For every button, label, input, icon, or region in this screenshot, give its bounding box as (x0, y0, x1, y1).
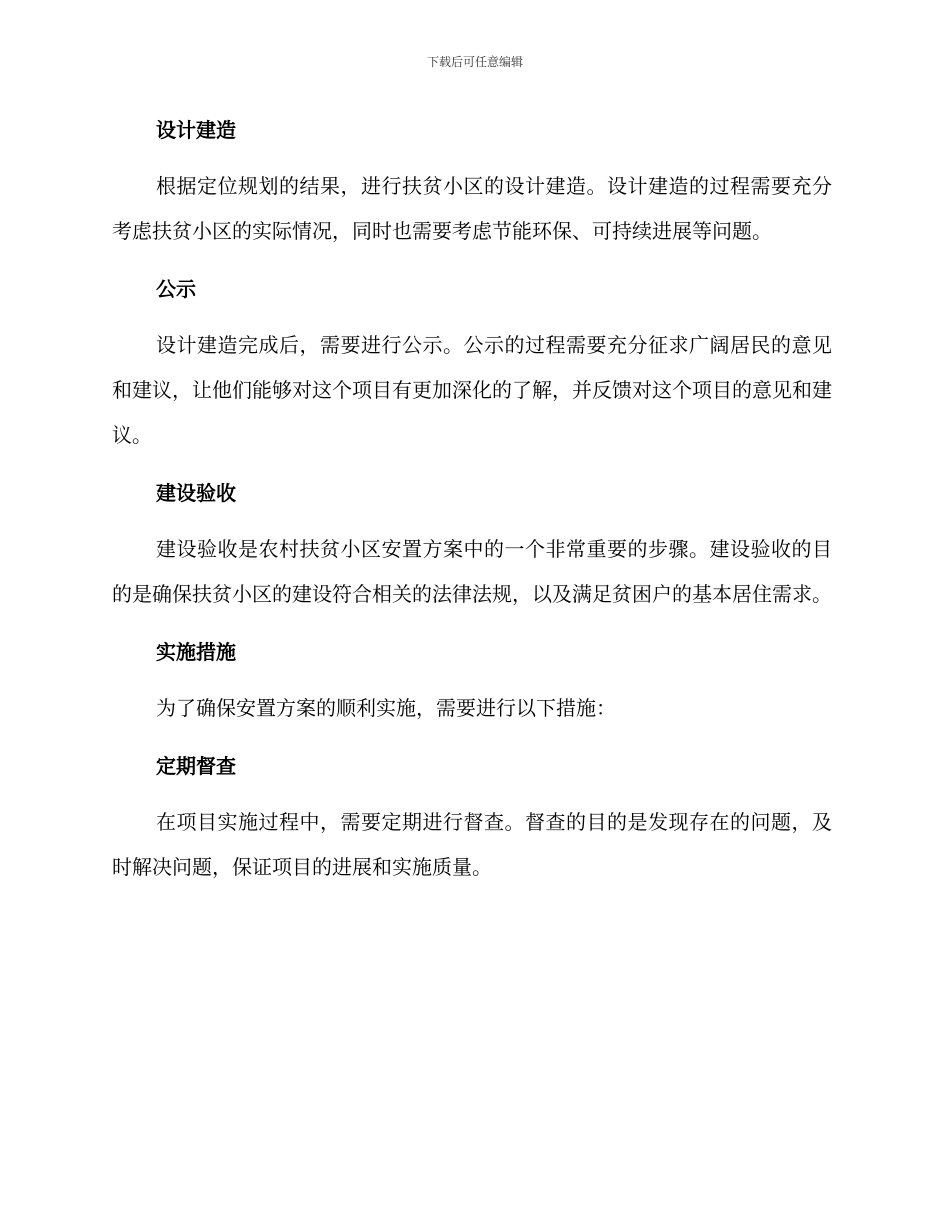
section-heading: 公示 (156, 277, 196, 301)
paragraph: 为了确保安置方案的顺利实施，需要进行以下措施： (156, 696, 616, 720)
section-acceptance (112, 471, 832, 617)
section-design-construction (112, 108, 832, 254)
section-publicity (112, 267, 832, 458)
section-implementation-measures (112, 630, 832, 731)
section-heading: 建设验收 (156, 481, 236, 505)
paragraph: 根据定位规划的结果，进行扶贫小区的设计建造。设计建造的过程需要充分考虑扶贫小区的实际情况，同时也需要考虑节能环保、可持续进展等问题。 (112, 174, 832, 243)
page-header-note: 下载后可任意编辑 (426, 55, 523, 69)
paragraph: 设计建造完成后，需要进行公示。公示的过程需要充分征求广阔居民的意见和建议，让他们能够对这个项目有更加深化的了解，并反馈对这个项目的意见和建议。 (112, 333, 832, 447)
paragraph: 建设验收是农村扶贫小区安置方案中的一个非常重要的步骤。建设验收的目的是确保扶贫小区的建设符合相关的法律法规，以及满足贫困户的基本居住需求。 (112, 537, 832, 606)
section-regular-inspection (112, 744, 832, 890)
section-heading: 设计建造 (156, 118, 236, 142)
section-heading: 实施措施 (156, 640, 236, 664)
document-body (112, 108, 832, 903)
paragraph: 在项目实施过程中，需要定期进行督查。督查的目的是发现存在的问题，及时解决问题，保证项目的进展和实施质量。 (112, 810, 832, 879)
section-heading: 定期督查 (156, 754, 236, 778)
